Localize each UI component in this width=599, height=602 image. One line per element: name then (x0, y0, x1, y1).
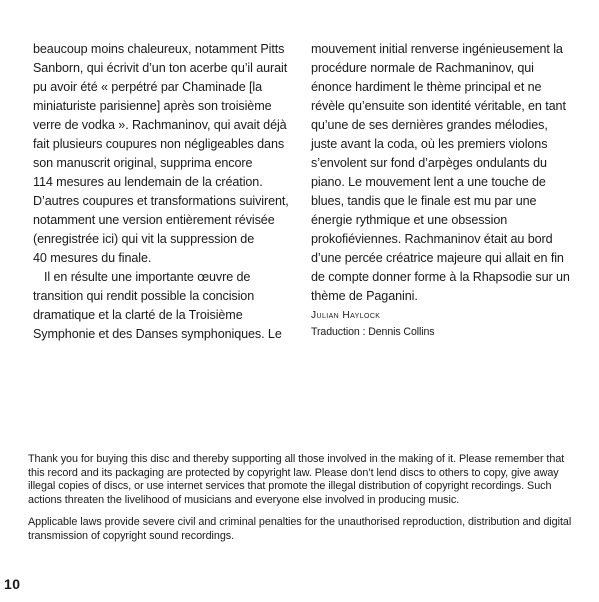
text-line: notamment une version entièrement révisée (33, 213, 275, 227)
text-line: révèle qu’ensuite son identité véritable, en tant (311, 99, 566, 113)
text-line: de compte donner forme à la Rhapsodie sur un (311, 270, 570, 284)
copyright-paragraph: Applicable laws provide severe civil and criminal penalties for the unauthorised reproduction, distribution and digital transmission of copyright sound recordings. (28, 516, 572, 542)
text-line: mouvement initial renverse ingénieusement la (311, 42, 563, 56)
text-line: son manuscrit original, supprima encore (33, 156, 253, 170)
text-line: pu avoir été « perpétré par Chaminade [la (33, 80, 263, 94)
page-number: 10 (4, 576, 21, 592)
text-line: énonce hardiment le thème principal et ne (311, 80, 542, 94)
text-line: qu’une de ses dernières grandes mélodies, (311, 118, 548, 132)
text-line: fait plusieurs coupures non négligeables dans (33, 137, 285, 151)
text-line: 114 mesures au lendemain de la création. (33, 175, 263, 189)
text-line: transition qui rendit possible la concision (33, 289, 255, 303)
translation-credit: Traduction : Dennis Collins (311, 326, 435, 338)
text-line: Symphonie et des Danses symphoniques. Le (33, 327, 282, 341)
text-line: D’autres coupures et transformations suivirent, (33, 194, 289, 208)
text-line: piano. Le mouvement lent a une touche de (311, 175, 546, 189)
text-line: Il en résulte une importante œuvre de (44, 270, 251, 284)
text-line: juste avant la coda, où les premiers violons (311, 137, 548, 151)
text-line: thème de Paganini. (311, 289, 418, 303)
text-line: miniaturiste parisienne] après son troisième (33, 99, 272, 113)
text-line: d’une percée créatrice majeure qui allait en fin (311, 251, 564, 265)
text-line: s’envolent sur fond d’arpèges ondulants du (311, 156, 547, 170)
text-line: beaucoup moins chaleureux, notamment Pitts (33, 42, 285, 56)
text-line: dramatique et la clarté de la Troisième (33, 308, 243, 322)
text-line: (enregistrée ici) qui vit la suppression de (33, 232, 255, 246)
text-line: Sanborn, qui écrivit d’un ton acerbe qu’il aurait (33, 61, 288, 75)
text-line: verre de vodka ». Rachmaninov, qui avait déjà (33, 118, 287, 132)
text-line: énergie rythmique et une obsession (311, 213, 508, 227)
right-text-column (311, 40, 573, 340)
left-text-column (33, 40, 291, 344)
text-line: prokofiéviennes. Rachmaninov était au bord (311, 232, 553, 246)
text-line: procédure normale de Rachmaninov, qui (311, 61, 534, 75)
copyright-paragraph: Thank you for buying this disc and thereby supporting all those involved in the making of it. Please remember that this record and its packaging are protected by copyright law. Please don’t lend discs to others to copy, give away illegal copies of discs, or use internet services that promote the illegal distribution of copyright recordings. Such actions threaten the livelihood of musicians and everyone else involved in producing music. (28, 453, 565, 506)
text-line: blues, tandis que le finale est mu par une (311, 194, 537, 208)
author-name: Julian Haylock (311, 310, 381, 321)
text-line: 40 mesures du finale. (33, 251, 152, 265)
copyright-notice (28, 453, 573, 544)
